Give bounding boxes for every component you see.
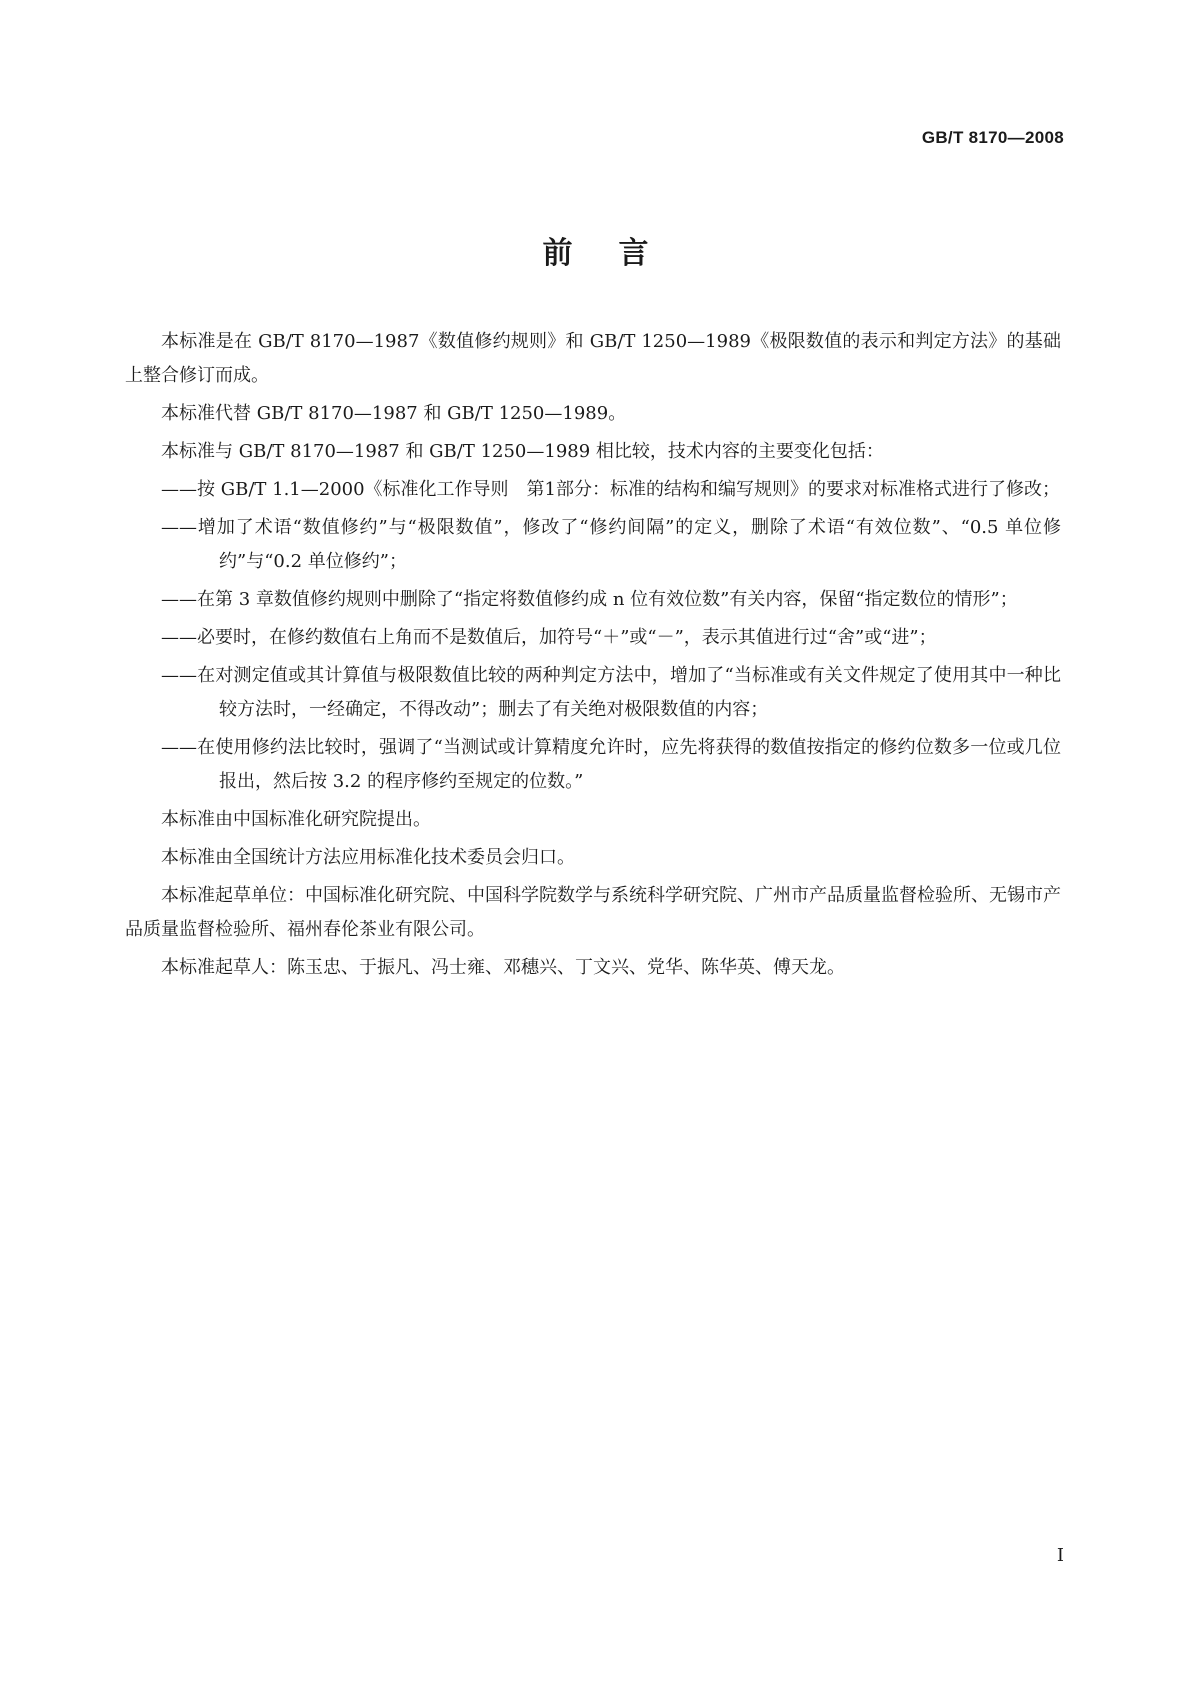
closing-paragraph-drafters: 本标准起草人：陈玉忠、于振凡、冯士雍、邓穗兴、丁文兴、党华、陈华英、傅天龙。 [161, 957, 845, 978]
page-title: 前言 [542, 236, 695, 271]
intro-paragraph-basis: 本标准是在 GB/T 8170—1987《数值修约规则》和 GB/T 1250—1989《极限数值的表示和判定方法》的基础上整合修订而成。 [125, 331, 1061, 386]
change-item-chapter3: ——在第 3 章数值修约规则中删除了“指定将数值修约成 n 位有效位数”有关内容，保留“指定数位的情形”； [161, 589, 1018, 610]
page-number: I [1056, 1545, 1064, 1566]
standard-code: GB/T 8170—2008 [921, 128, 1064, 147]
intro-paragraph-replaces: 本标准代替 GB/T 8170—1987 和 GB/T 1250—1989。 [161, 403, 627, 424]
change-item-judgement: ——在对测定值或其计算值与极限数值比较的两种判定方法中，增加了“当标准或有关文件规定了使用其中一种比较方法时，一经确定，不得改动”；删去了有关绝对极限数值的内容； [161, 665, 1061, 720]
change-item-rounding-comparison: ——在使用修约法比较时，强调了“当测试或计算精度允许时，应先将获得的数值按指定的修约位数多一位或几位报出，然后按 3.2 的程序修约至规定的位数。” [161, 737, 1061, 792]
change-item-format: ——按 GB/T 1.1—2000《标准化工作导则 第1部分：标准的结构和编写规则》的要求对标准格式进行了修改； [161, 479, 1061, 500]
closing-paragraph-drafting-units: 本标准起草单位：中国标准化研究院、中国科学院数学与系统科学研究院、广州市产品质量监督检验所、无锡市产品质量监督检验所、福州春伦茶业有限公司。 [125, 885, 1061, 940]
intro-paragraph-changes: 本标准与 GB/T 8170—1987 和 GB/T 1250—1989 相比较，技术内容的主要变化包括： [161, 441, 884, 462]
foreword-body [125, 325, 1061, 989]
closing-paragraph-proposed: 本标准由中国标准化研究院提出。 [161, 809, 431, 830]
change-item-signs: ——必要时，在修约数值右上角而不是数值后，加符号“＋”或“－”，表示其值进行过“舍”或“进”； [161, 627, 937, 648]
change-item-terms: ——增加了术语“数值修约”与“极限数值”，修改了“修约间隔”的定义，删除了术语“有效位数”、“0.5 单位修约”与“0.2 单位修约”； [161, 517, 1061, 572]
closing-paragraph-centralized: 本标准由全国统计方法应用标准化技术委员会归口。 [161, 847, 575, 868]
